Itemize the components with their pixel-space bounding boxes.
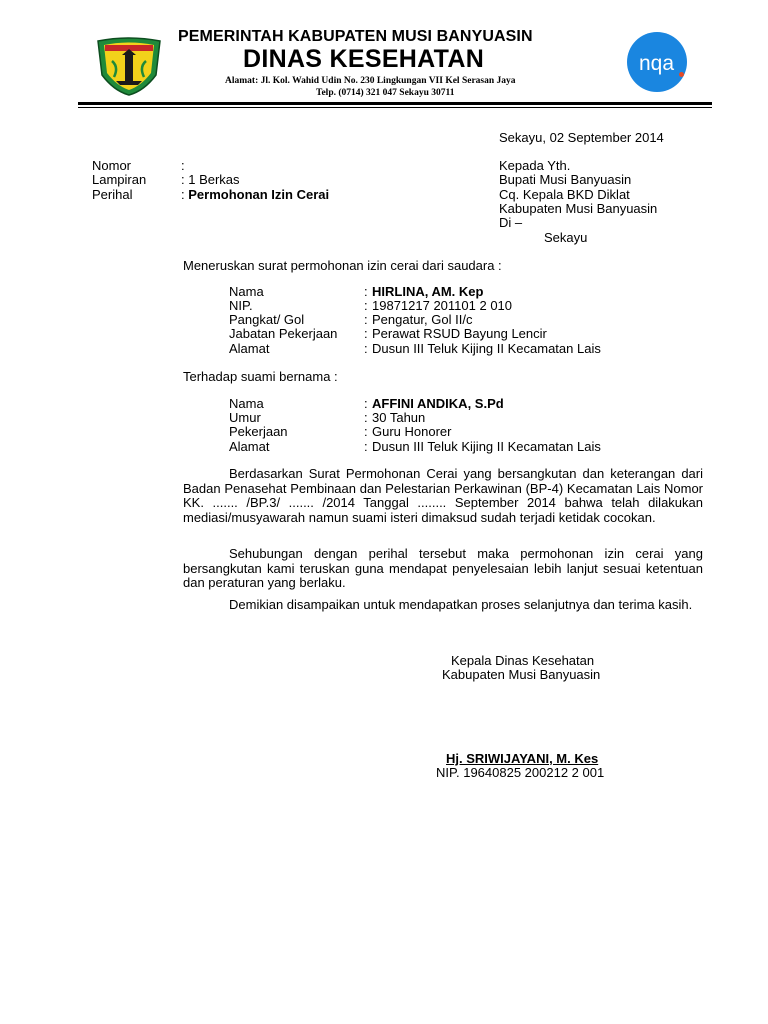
applicant-value-pangkat: Pengatur, Gol II/c [372,312,473,327]
applicant-value-alamat: Dusun III Teluk Kijing II Kecamatan Lais [372,341,601,356]
applicant-label-alamat: Alamat [229,341,270,356]
department-name: DINAS KESEHATAN [243,45,485,73]
field-label-lampiran: Lampiran [92,172,147,187]
recipient-line-6: Sekayu [544,230,588,245]
letterhead-address: Alamat: Jl. Kol. Wahid Udin No. 230 Lingkungan VII Kel Serasan Jaya [225,76,516,86]
husband-label-pekerjaan: Pekerjaan [229,424,288,439]
applicant-colon: : [364,312,368,327]
husband-intro-text: Terhadap suami bernama : [183,369,338,384]
applicant-colon: : [364,326,368,341]
recipient-line-2: Bupati Musi Banyuasin [499,172,632,187]
applicant-label-nama: Nama [229,284,264,299]
husband-value-alamat: Dusun III Teluk Kijing II Kecamatan Lais [372,439,601,454]
husband-value-pekerjaan: Guru Honorer [372,424,452,439]
applicant-label-pangkat: Pangkat/ Gol [229,312,305,327]
recipient-line-5: Di – [499,215,523,230]
recipient-line-1: Kepada Yth. [499,158,571,173]
body-paragraph-3: Demikian disampaikan untuk mendapatkan proses selanjutnya dan terima kasih. [229,597,693,612]
applicant-colon: : [364,284,368,299]
signatory-nip: NIP. 19640825 200212 2 001 [436,765,605,780]
husband-label-alamat: Alamat [229,439,270,454]
husband-label-nama: Nama [229,396,264,411]
recipient-line-3: Cq. Kepala BKD Diklat [499,187,630,202]
applicant-colon: : [364,298,368,313]
husband-label-umur: Umur [229,410,261,425]
letterhead-phone: Telp. (0714) 321 047 Sekayu 30711 [316,88,455,98]
applicant-label-nip: NIP. [229,298,253,313]
nqa-certification-logo [627,32,687,92]
signatory-name: Hj. SRIWIJAYANI, M. Kes [446,751,599,766]
nqa-dot-icon [679,72,684,77]
husband-value-nama: AFFINI ANDIKA, S.Pd [372,396,504,411]
field-value-perihal [181,188,329,203]
applicant-value-jabatan: Perawat RSUD Bayung Lencir [372,326,547,341]
applicant-label-jabatan: Jabatan Pekerjaan [229,326,338,341]
signature-title-2: Kabupaten Musi Banyuasin [442,667,601,682]
recipient-line-4: Kabupaten Musi Banyuasin [499,201,658,216]
regency-emblem-logo [94,35,164,97]
nqa-logo-text: nqa [639,52,675,75]
perihal-subject: Permohonan Izin Cerai [188,187,330,202]
husband-colon: : [364,410,368,425]
letter-date: Sekayu, 02 September 2014 [499,130,664,145]
applicant-value-nama: HIRLINA, AM. Kep [372,284,484,299]
field-value-nomor: : [181,158,185,173]
applicant-value-nip: 19871217 201101 2 010 [372,298,513,313]
husband-value-umur: 30 Tahun [372,410,426,425]
field-label-nomor: Nomor [92,158,132,173]
government-name: PEMERINTAH KABUPATEN MUSI BANYUASIN [178,28,533,45]
field-value-lampiran: : 1 Berkas [181,172,240,187]
body-paragraph-1: Berdasarkan Surat Permohonan Cerai yang bersangkutan dan keterangan dari Badan Penasehat Pembinaan dan Pelestarian Perkawinan (BP-4) Kecamatan Lais Nomor KK. ....... /BP.3/ ....... /2014 Tanggal ........ September 2014 bahwa telah dilakukan mediasi/musyawarah namun suami isteri dimaksud sudah terjadi ketidak cocokan. [183,466,703,525]
perihal-colon: : [181,187,189,202]
field-label-perihal: Perihal [92,187,133,202]
applicant-colon: : [364,341,368,356]
letterhead-divider-thin [78,107,712,108]
letterhead-divider-thick [78,102,712,105]
husband-colon: : [364,396,368,411]
husband-colon: : [364,439,368,454]
signature-title-1: Kepala Dinas Kesehatan [451,653,595,668]
husband-colon: : [364,424,368,439]
body-paragraph-2: Sehubungan dengan perihal tersebut maka permohonan izin cerai yang bersangkutan kami teruskan guna mendapat penyelesaian lebih lanjut sesuai ketentuan dan peraturan yang berlaku. [183,546,703,591]
intro-text: Meneruskan surat permohonan izin cerai dari saudara : [183,258,502,273]
